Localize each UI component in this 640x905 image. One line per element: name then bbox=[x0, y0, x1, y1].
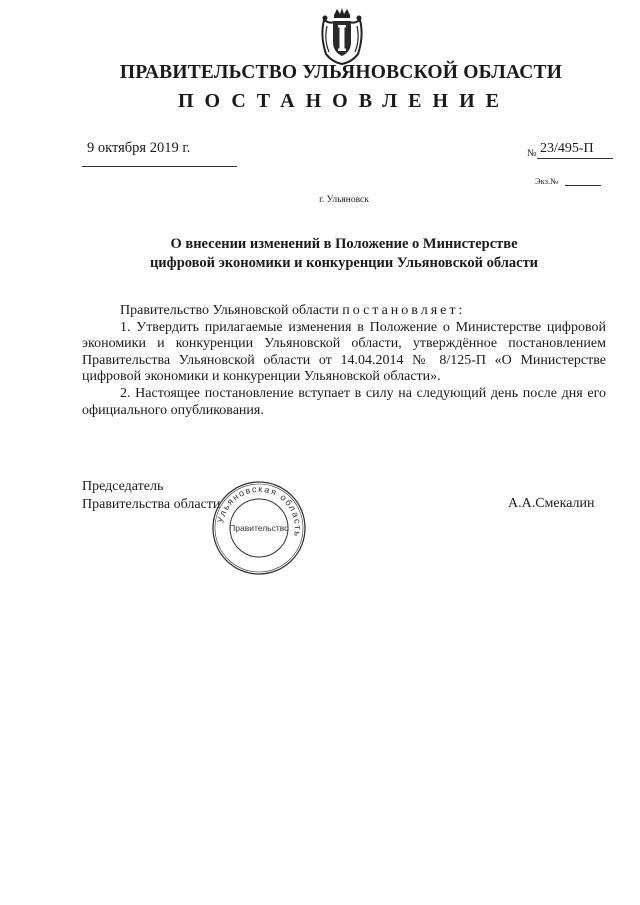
copy-number-label: Экз.№ bbox=[535, 176, 559, 186]
signatory-name: А.А.Смекалин bbox=[508, 496, 595, 511]
city-name: г. Ульяновск bbox=[319, 195, 369, 205]
resolution-title-line-2: цифровой экономики и конкуренции Ульяновской области bbox=[149, 255, 539, 271]
date-underline bbox=[82, 166, 237, 167]
intro-prefix: Правительство Ульяновской области bbox=[120, 303, 339, 318]
intro-paragraph bbox=[82, 303, 606, 320]
number-sign: № bbox=[527, 148, 537, 159]
document-type-heading: ПОСТАНОВЛЕНИЕ bbox=[178, 90, 510, 112]
seal-center-text: Правительство bbox=[229, 523, 289, 533]
signatory-title bbox=[82, 478, 220, 514]
paragraph-1: 1. Утвердить прилагаемые изменения в Положение о Министерстве цифровой экономики и конкуренции Ульяновской области, утверждённое постановлением Правительства Ульяновской области от 14.04.2014 № 8/125-П «О Министерстве цифровой экономики и конкуренции Ульяновской области». bbox=[82, 319, 606, 385]
resolution-body bbox=[82, 303, 606, 419]
signatory-title-line-1: Председатель bbox=[82, 479, 164, 494]
document-date: 9 октября 2019 г. bbox=[87, 140, 191, 156]
resolution-title bbox=[0, 235, 640, 273]
government-title: ПРАВИТЕЛЬСТВО УЛЬЯНОВСКОЙ ОБЛАСТИ bbox=[119, 62, 563, 83]
coat-of-arms-icon bbox=[318, 6, 366, 66]
paragraph-2: 2. Настоящее постановление вступает в силу на следующий день после дня его официального опубликования. bbox=[82, 385, 606, 418]
resolution-title-line-1: О внесении изменений в Положение о Министерстве bbox=[170, 236, 518, 252]
document-number: 23/495-П bbox=[540, 141, 594, 156]
signatory-title-line-2: Правительства области bbox=[82, 497, 221, 512]
intro-verb: постановляет: bbox=[342, 303, 466, 318]
number-underline bbox=[537, 158, 613, 159]
copy-number-underline bbox=[565, 185, 601, 186]
seal-ring-text: Ульяновская область bbox=[215, 483, 304, 539]
official-seal-icon bbox=[211, 480, 307, 576]
